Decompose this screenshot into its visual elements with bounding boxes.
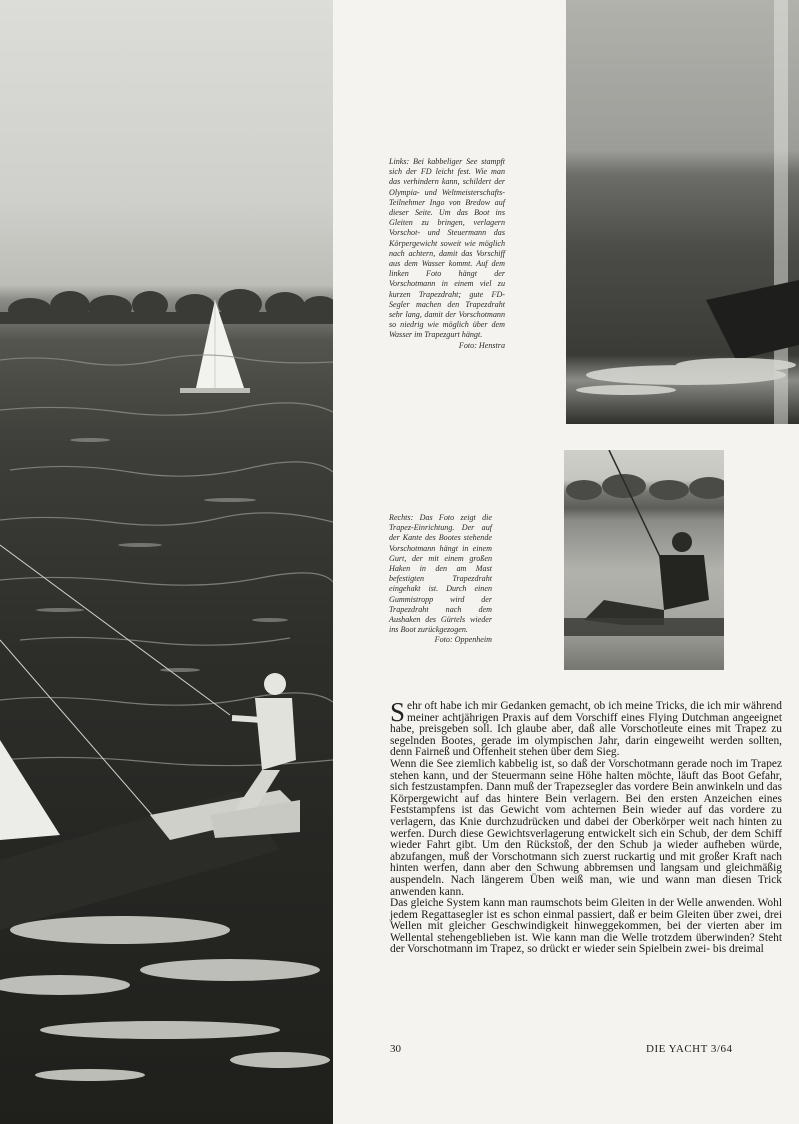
caption-links: [389, 157, 505, 351]
distant-hull: [180, 388, 250, 393]
top-right-photo-fd-planing: [566, 0, 799, 424]
mid-right-photo-drawing: [564, 450, 724, 670]
left-photo-drawing: [0, 0, 333, 1124]
trapeze-crew: [210, 673, 300, 838]
mid-right-crew: [584, 532, 709, 625]
foam: [0, 916, 330, 1081]
article-paragraph-3: Das gleiche System kann man raumschots beim Gleiten in der Welle anwenden. Wohl jedem Regattasegler ist es schon einmal passiert, daß er beim Gleiten über zwei, drei Wellen mit gleicher Geschwindigkeit hinweggekommen, bei der vierten aber im Wellental stehengeblieben ist. Wie kann man die Welle trotzdem überwinden? Steht der Vorschotmann im Trapez, so drückt er wieder sein Spielbein zwei- bis dreimal: [390, 897, 782, 956]
trapeze-wire: [609, 450, 664, 565]
top-right-photo-drawing: [566, 0, 799, 424]
drop-cap: S: [390, 697, 406, 727]
rigging: [0, 545, 230, 830]
left-photo-fd-trapeze: [0, 0, 333, 1124]
top-right-spray: [576, 358, 796, 395]
article-body: [390, 697, 782, 956]
caption-links-text: Links: Bei kabbeliger See stampft sich der FD leicht fest. Wie man das verhindern kann, schildert der Olympia- und Weltmeisterschafts-Teilnehmer Ingo von Bredow auf dieser Seite. Um das Boot ins Gleiten zu bringen, verlagern Vorschot- und Steuermann das Körpergewicht soweit wie möglich nach achtern, damit das Vorschiff aus dem Wasser kommt. Auf dem linken Foto hängt der Vorschotmann in einem viel zu kurzen Trapezdraht; gute FD-Segler machen den Trapezdraht sehr lang, damit der Vorschotmann so niedrig wie möglich über dem Wasser im Trapezgurt hängt.: [389, 157, 505, 340]
article-paragraph-2: Wenn die See ziemlich kabbelig ist, so daß der Vorschotmann gerade noch im Trapez stehen kann, und der Steuermann seine Höhe halten möchte, läuft das Boot Gefahr, sich festzustampfen. Dann muß der Trapezsegler das vordere Bein anwinkeln und das Körpergewicht auf das hintere Bein verlagern. Bei den ersten Anzeichen eines Feststampfens ist das Gewicht vom achternen Bein wieder auf das vordere zu verlagern, das Knie durchzudrücken und dabei der Oberkörper weit nach hinten zu werfen. Durch diese Gewichtsverlagerung entwickelt sich ein Schub, der dem Schiff wieder Fahrt gibt. Um den Rückstoß, der den Schub ja wieder aufheben würde, abzufangen, muß der Vorschotmann sich zuerst ruckartig und mit großer Kraft nach hinten werfen, dann aber den Schwung abbremsen und langsam und gleichmäßig auspendeln. Nach längerem Üben weiß man, wie und wann man diesen Trick anwenden kann.: [390, 757, 782, 898]
page-number: 30: [390, 1043, 401, 1055]
caption-rechts-text: Rechts: Das Foto zeigt die Trapez-Einrichtung. Der auf der Kante des Bootes stehende Vorschotmann hängt in einem Gurt, der mit einem großen Haken in den am Mast befestigten Trapezdraht eingehakt ist. Durch einen Gummistropp wird der Trapezdraht nach dem Aushaken des Gürtels wieder ins Boot zurückgezogen.: [389, 513, 492, 635]
magazine-issue-label: DIE YACHT 3/64: [646, 1043, 733, 1055]
article-paragraph-1-text: ehr oft habe ich mir Gedanken gemacht, ob ich meine Tricks, die ich mir während meiner achtjährigen Praxis auf dem Vorschiff eines Flying Dutchman angeeignet habe, preisgeben soll. Ich glaube aber, daß alle Vorschotleute eines mit Trapez zu segelnden Bootes, gerade im olympischen Jahr, darin eingeweiht werden sollten, denn Fairneß und Offenheit stehen über dem Sieg.: [390, 700, 782, 759]
mid-right-photo-trapeze-rig: [564, 450, 724, 670]
treeline: [0, 289, 333, 324]
mid-right-trees: [566, 474, 724, 500]
caption-rechts-credit: Foto: Oppenheim: [434, 635, 492, 645]
caption-links-credit: Foto: Henstra: [458, 340, 505, 350]
top-right-hull: [706, 280, 799, 360]
article-paragraph-1: [390, 697, 782, 759]
main-sail: [0, 740, 60, 840]
caption-rechts: [389, 513, 492, 646]
